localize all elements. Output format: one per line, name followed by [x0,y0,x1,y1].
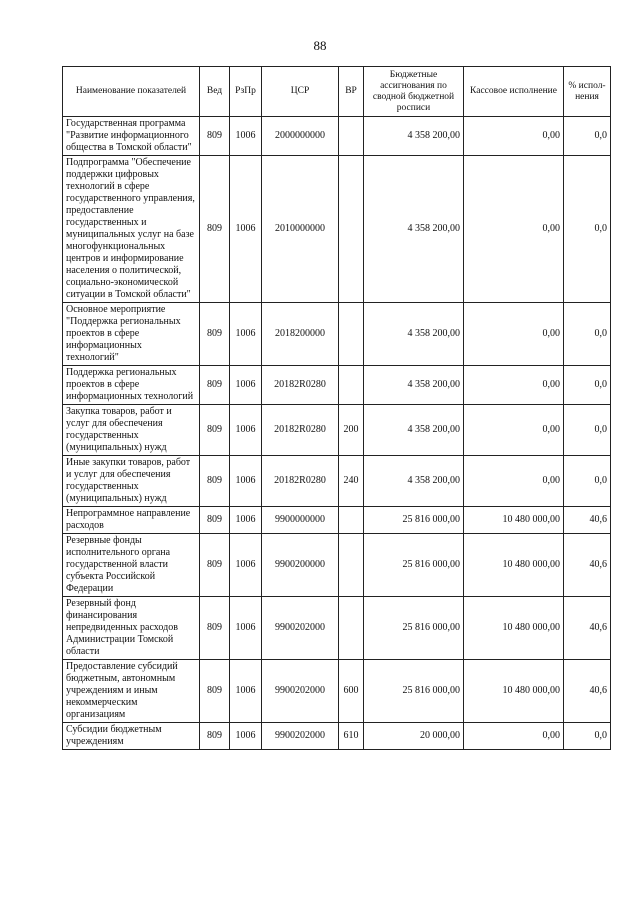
table-row [63,156,611,303]
cell-vr [339,156,364,303]
cell-vr: 200 [339,405,364,456]
cell-cash: 0,00 [464,303,564,366]
cell-vr: 610 [339,723,364,750]
table-row [63,405,611,456]
cell-cash: 10 480 000,00 [464,597,564,660]
cell-csr: 9900200000 [262,534,339,597]
cell-budget: 4 358 200,00 [364,366,464,405]
cell-vr [339,117,364,156]
cell-ved: 809 [200,597,230,660]
table-header-row [63,67,611,117]
cell-name: Предоставление субсидий бюджетным, автономным учреждениям и иным некоммерческим организациям [63,660,200,723]
cell-csr: 2000000000 [262,117,339,156]
cell-budget: 20 000,00 [364,723,464,750]
cell-ved: 809 [200,405,230,456]
cell-csr: 20182R0280 [262,366,339,405]
cell-pct: 0,0 [564,405,611,456]
cell-pct: 0,0 [564,366,611,405]
cell-rzpr: 1006 [230,597,262,660]
cell-pct: 40,6 [564,507,611,534]
cell-budget: 25 816 000,00 [364,534,464,597]
cell-csr: 9900202000 [262,660,339,723]
cell-cash: 0,00 [464,723,564,750]
cell-pct: 40,6 [564,660,611,723]
cell-csr: 9900202000 [262,597,339,660]
cell-rzpr: 1006 [230,534,262,597]
cell-vr [339,534,364,597]
cell-name: Резервные фонды исполнительного органа государственной власти субъекта Российской Федерации [63,534,200,597]
cell-name: Субсидии бюджетным учреждениям [63,723,200,750]
cell-name: Закупка товаров, работ и услуг для обеспечения государственных (муниципальных) нужд [63,405,200,456]
cell-name: Подпрограмма "Обеспечение поддержки цифровых технологий в сфере государственного управления, предоставление государственных и муниципальных услуг на базе многофункциональных центров и информирование населения о политической, социально-экономической ситуации в Томской области" [63,156,200,303]
cell-name: Поддержка региональных проектов в сфере информационных технологий [63,366,200,405]
cell-vr [339,303,364,366]
cell-cash: 0,00 [464,117,564,156]
cell-rzpr: 1006 [230,456,262,507]
cell-name: Государственная программа "Развитие информационного общества в Томской области" [63,117,200,156]
cell-vr [339,597,364,660]
cell-cash: 10 480 000,00 [464,660,564,723]
cell-pct: 40,6 [564,534,611,597]
cell-pct: 0,0 [564,723,611,750]
cell-ved: 809 [200,366,230,405]
table-row [63,597,611,660]
cell-pct: 0,0 [564,303,611,366]
header-rzpr: РзПр [230,67,262,117]
header-vr: ВР [339,67,364,117]
cell-name: Основное мероприятие "Поддержка региональных проектов в сфере информационных технологий" [63,303,200,366]
cell-ved: 809 [200,723,230,750]
cell-rzpr: 1006 [230,366,262,405]
cell-rzpr: 1006 [230,660,262,723]
page-number: 88 [313,38,327,53]
cell-cash: 0,00 [464,405,564,456]
cell-rzpr: 1006 [230,507,262,534]
cell-rzpr: 1006 [230,723,262,750]
cell-vr [339,366,364,405]
cell-budget: 25 816 000,00 [364,507,464,534]
cell-pct: 0,0 [564,456,611,507]
table-row [63,660,611,723]
cell-vr [339,507,364,534]
table-row [63,534,611,597]
cell-pct: 40,6 [564,597,611,660]
table-row [63,117,611,156]
cell-budget: 25 816 000,00 [364,597,464,660]
cell-rzpr: 1006 [230,405,262,456]
table-row [63,723,611,750]
cell-budget: 4 358 200,00 [364,303,464,366]
cell-csr: 9900000000 [262,507,339,534]
table-row [63,303,611,366]
cell-cash: 0,00 [464,366,564,405]
cell-ved: 809 [200,660,230,723]
cell-cash: 10 480 000,00 [464,507,564,534]
cell-budget: 4 358 200,00 [364,405,464,456]
cell-ved: 809 [200,507,230,534]
cell-ved: 809 [200,117,230,156]
cell-ved: 809 [200,534,230,597]
cell-ved: 809 [200,456,230,507]
cell-budget: 25 816 000,00 [364,660,464,723]
cell-vr: 600 [339,660,364,723]
cell-name: Иные закупки товаров, работ и услуг для обеспечения государственных (муниципальных) нужд [63,456,200,507]
cell-ved: 809 [200,156,230,303]
cell-budget: 4 358 200,00 [364,456,464,507]
cell-rzpr: 1006 [230,117,262,156]
header-pct: % испол-нения [564,67,611,117]
cell-budget: 4 358 200,00 [364,156,464,303]
cell-cash: 0,00 [464,456,564,507]
cell-name: Резервный фонд финансирования непредвиденных расходов Администрации Томской области [63,597,200,660]
cell-csr: 2018200000 [262,303,339,366]
cell-budget: 4 358 200,00 [364,117,464,156]
header-ved: Вед [200,67,230,117]
header-csr: ЦСР [262,67,339,117]
cell-cash: 10 480 000,00 [464,534,564,597]
cell-csr: 20182R0280 [262,405,339,456]
cell-cash: 0,00 [464,156,564,303]
header-cash: Кассовое исполнение [464,67,564,117]
cell-pct: 0,0 [564,117,611,156]
cell-rzpr: 1006 [230,156,262,303]
header-name: Наименование показателей [63,67,200,117]
table-row [63,366,611,405]
cell-csr: 9900202000 [262,723,339,750]
cell-pct: 0,0 [564,156,611,303]
cell-csr: 2010000000 [262,156,339,303]
cell-ved: 809 [200,303,230,366]
budget-table [62,66,611,750]
cell-name: Непрограммное направление расходов [63,507,200,534]
table-row [63,456,611,507]
cell-rzpr: 1006 [230,303,262,366]
cell-vr: 240 [339,456,364,507]
header-budget: Бюджетные ассигнования по сводной бюджетной росписи [364,67,464,117]
table-row [63,507,611,534]
cell-csr: 20182R0280 [262,456,339,507]
